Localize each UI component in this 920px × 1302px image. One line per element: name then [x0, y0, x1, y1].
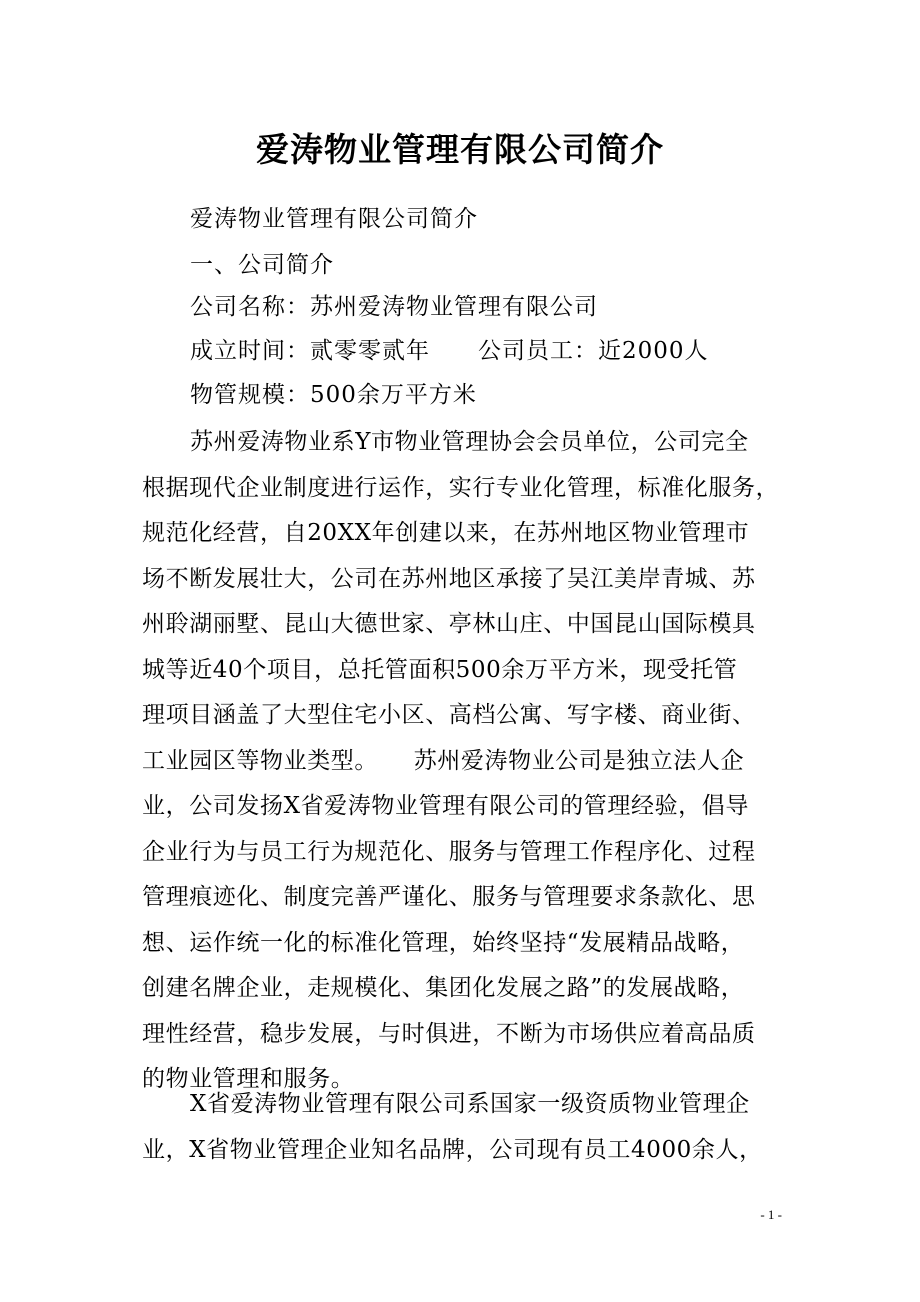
paragraph-line: 想、运作统一化的标准化管理，始终坚持“发展精品战略，: [142, 929, 745, 956]
paragraph-line: 企业行为与员工行为规范化、服务与管理工作程序化、过程: [142, 838, 756, 865]
paragraph-line: X省爱涛物业管理有限公司系国家一级资质物业管理企: [190, 1091, 750, 1117]
paragraph-line: 理项目涵盖了大型住宅小区、高档公寓、写字楼、商业街、: [142, 702, 756, 728]
company-name-line: 公司名称：苏州爱涛物业管理有限公司: [190, 294, 598, 320]
founded-staff-line: 成立时间：贰零零贰年 公司员工：近2000人: [190, 338, 709, 364]
page-number: - 1 -: [760, 1207, 782, 1222]
paragraph-line: 理性经营，稳步发展，与时俱进，不断为市场供应着高品质: [142, 1020, 756, 1047]
paragraph-line: 的物业管理和服务。: [142, 1066, 355, 1092]
paragraph-line: 州聆湖丽墅、昆山大德世家、亭林山庄、中国昆山国际模具: [142, 611, 756, 637]
paragraph-line: 工业园区等物业类型。 苏州爱涛物业公司是独立法人企: [142, 747, 745, 774]
paragraph-line: 管理痕迹化、制度完善严谨化、服务与管理要求条款化、思: [142, 884, 756, 910]
paragraph-line: 城等近40个项目，总托管面积500余万平方米，现受托管: [142, 656, 738, 683]
paragraph-2: [142, 1082, 792, 1173]
paragraph-line: 创建名牌企业，走规模化、集团化发展之路”的发展战略，: [142, 975, 745, 1001]
scale-line: 物管规模：500余万平方米: [190, 382, 477, 408]
document-title: 爱涛物业管理有限公司简介: [256, 130, 664, 169]
paragraph-line: 业，公司发扬X省爱涛物业管理有限公司的管理经验，倡导: [142, 793, 749, 819]
subtitle-line: 爱涛物业管理有限公司简介: [190, 206, 478, 232]
paragraph-line: 苏州爱涛物业系Y市物业管理协会会员单位，公司完全: [190, 429, 749, 455]
section-heading: 一、公司简介: [190, 252, 334, 278]
paragraph-1: [142, 420, 792, 1103]
paragraph-line: 场不断发展壮大，公司在苏州地区承接了吴江美岸青城、苏: [142, 565, 756, 592]
paragraph-line: 业，X省物业管理企业知名品牌，公司现有员工4000余人，: [142, 1136, 763, 1163]
paragraph-line: 根据现代企业制度进行运作，实行专业化管理，标准化服务，: [142, 474, 780, 501]
paragraph-line: 规范化经营，自20XX年创建以来，在苏州地区物业管理市: [142, 520, 750, 546]
